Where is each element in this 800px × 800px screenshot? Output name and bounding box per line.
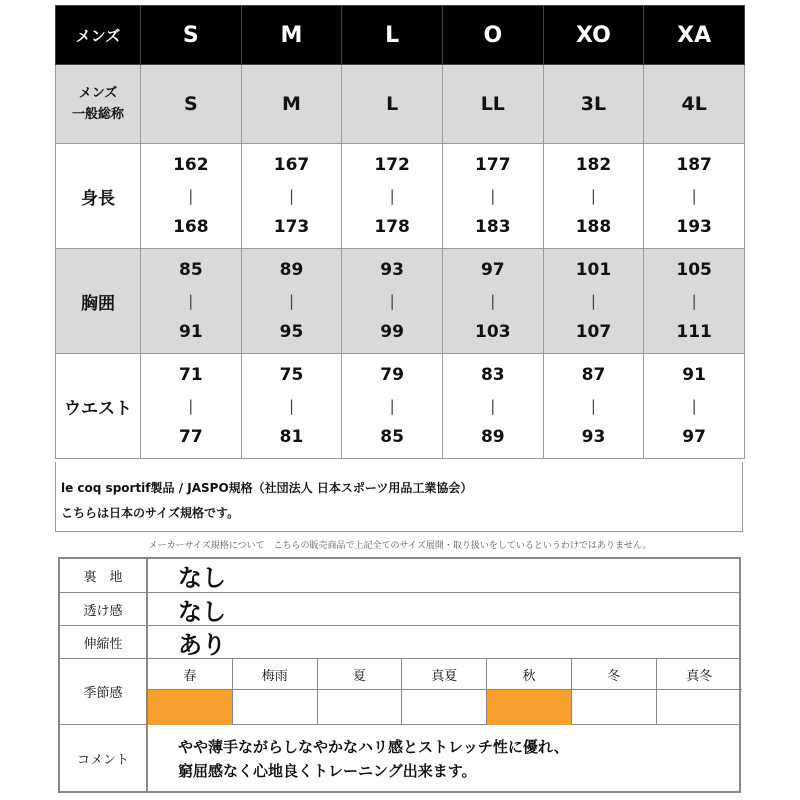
- general-size-cell: 4L: [644, 65, 745, 144]
- comment-line-1: やや薄手ながらしなやかなハリ感とストレッチ性に優れ、: [178, 738, 569, 756]
- measure-row-chest: [56, 249, 745, 354]
- measure-cell: [543, 249, 644, 354]
- season-label: 季節感: [60, 659, 148, 724]
- season-mark-off: [402, 690, 487, 725]
- measure-cell: [342, 249, 443, 354]
- season-name-cell: 夏: [318, 659, 403, 690]
- general-size-cell: S: [141, 65, 242, 144]
- range-max: 168: [173, 216, 209, 237]
- measure-row-waist: [56, 354, 745, 459]
- range-max: 173: [273, 216, 310, 237]
- measure-label-height: 身長: [56, 144, 141, 249]
- season-mark-off: [572, 690, 657, 725]
- measure-range: [242, 255, 342, 348]
- measure-cell: [442, 144, 543, 249]
- maker-size-note: メーカーサイズ規格について こちらの販売商品で上記全てのサイズ展開・取り扱いをしているというわけではありません。: [148, 541, 652, 551]
- measure-label-chest: 胸囲: [56, 249, 141, 354]
- range-max: 183: [475, 216, 511, 237]
- range-min: 87: [581, 364, 606, 385]
- size-chart-body: [56, 6, 745, 459]
- general-size-cell: L: [342, 65, 443, 144]
- range-min: 83: [480, 364, 505, 385]
- season-mark-on: [148, 690, 233, 725]
- range-separator: |: [590, 186, 596, 205]
- range-min: 71: [178, 364, 203, 385]
- sheer-value: なし: [178, 597, 226, 626]
- measure-range: [342, 255, 442, 348]
- measure-cell: [543, 354, 644, 459]
- measure-range: [544, 150, 644, 243]
- size-header-l: L: [342, 6, 443, 65]
- range-max: 111: [676, 321, 712, 342]
- measure-range: [544, 255, 644, 348]
- material-row-comment: [60, 725, 739, 791]
- measure-cell: [644, 249, 745, 354]
- size-header-xo: XO: [543, 6, 644, 65]
- range-max: 89: [480, 426, 505, 447]
- size-note-box: [55, 462, 743, 532]
- measure-range: [644, 360, 744, 453]
- range-max: 77: [178, 426, 203, 447]
- general-size-label: [56, 65, 141, 144]
- range-separator: |: [288, 396, 295, 415]
- measure-cell: [442, 249, 543, 354]
- measure-cell: [543, 144, 644, 249]
- measure-cell: [644, 144, 745, 249]
- size-header-row: [56, 6, 745, 65]
- range-min: 93: [380, 259, 404, 280]
- measure-range: [443, 360, 543, 453]
- range-separator: |: [691, 396, 697, 415]
- stretch-value: あり: [178, 630, 226, 659]
- measure-range: [544, 360, 644, 453]
- range-max: 178: [374, 216, 410, 237]
- range-max: 188: [575, 216, 612, 237]
- season-name-cell: 真冬: [657, 659, 742, 690]
- general-size-cell: LL: [442, 65, 543, 144]
- size-note-line-1: le coq sportif製品 / JASPO規格（社団法人 日本スポーツ用品工業協会）: [61, 481, 473, 495]
- measure-cell: [141, 144, 242, 249]
- measure-range: [443, 255, 543, 348]
- measure-cell: [342, 354, 443, 459]
- material-row-lining: [60, 559, 739, 593]
- range-separator: |: [691, 291, 697, 310]
- range-min: 167: [273, 154, 310, 175]
- measure-range: [242, 360, 342, 453]
- measure-range: [644, 255, 744, 348]
- season-name-cell: 冬: [572, 659, 657, 690]
- range-max: 85: [380, 426, 404, 447]
- size-header-s: S: [141, 6, 242, 65]
- range-separator: |: [691, 186, 697, 205]
- general-size-cell: 3L: [543, 65, 644, 144]
- range-min: 105: [676, 259, 712, 280]
- lining-value: なし: [178, 564, 226, 592]
- season-mark-on: [487, 690, 572, 725]
- range-max: 95: [279, 321, 304, 342]
- range-min: 97: [480, 259, 505, 280]
- range-separator: |: [490, 186, 496, 205]
- season-mark-off: [657, 690, 742, 725]
- comment-text: [178, 735, 569, 783]
- range-separator: |: [188, 396, 194, 415]
- range-max: 91: [178, 321, 203, 342]
- range-max: 81: [279, 426, 304, 447]
- general-size-label-line-1: メンズ: [78, 86, 118, 101]
- size-header-o: O: [442, 6, 543, 65]
- general-size-label-line-2: 一般総称: [71, 107, 124, 122]
- stretch-label: 伸縮性: [60, 626, 148, 658]
- measure-range: [342, 150, 442, 243]
- material-row-sheer: [60, 593, 739, 626]
- range-max: 99: [380, 321, 404, 342]
- measure-cell: [141, 354, 242, 459]
- measure-range: [342, 360, 442, 453]
- measure-cell: [342, 144, 443, 249]
- season-grid: [148, 659, 739, 724]
- range-min: 172: [374, 154, 410, 175]
- size-header-xa: XA: [644, 6, 745, 65]
- size-chart-table: [55, 5, 745, 459]
- range-min: 75: [279, 364, 304, 385]
- range-separator: |: [389, 396, 395, 415]
- measure-label-waist: ウエスト: [56, 354, 141, 459]
- lining-label: 裏 地: [60, 559, 148, 592]
- season-name-cell: 春: [148, 659, 233, 690]
- season-mark-off: [318, 690, 403, 725]
- size-note-line-2: こちらは日本のサイズ規格です。: [61, 506, 240, 520]
- range-min: 182: [575, 154, 612, 175]
- range-max: 103: [475, 321, 511, 342]
- range-separator: |: [590, 396, 596, 415]
- material-table: [58, 557, 741, 793]
- measure-cell: [241, 249, 342, 354]
- measure-range: [443, 150, 543, 243]
- comment-line-2: 窮屈感なく心地良くトレーニング出来ます。: [178, 762, 477, 780]
- measure-row-height: [56, 144, 745, 249]
- range-max: 97: [682, 426, 706, 447]
- range-min: 177: [475, 154, 511, 175]
- measure-cell: [141, 249, 242, 354]
- measure-range: [141, 255, 241, 348]
- range-separator: |: [288, 186, 295, 205]
- size-header-label: メンズ: [56, 6, 141, 65]
- measure-cell: [241, 354, 342, 459]
- material-row-season: [60, 659, 739, 725]
- range-max: 93: [581, 426, 606, 447]
- range-max: 107: [575, 321, 612, 342]
- range-max: 193: [676, 216, 712, 237]
- range-min: 85: [178, 259, 203, 280]
- measure-range: [644, 150, 744, 243]
- range-min: 79: [380, 364, 404, 385]
- season-name-cell: 真夏: [402, 659, 487, 690]
- measure-range: [141, 150, 241, 243]
- range-min: 187: [676, 154, 712, 175]
- measure-cell: [442, 354, 543, 459]
- season-name-cell: 秋: [487, 659, 572, 690]
- range-min: 162: [173, 154, 209, 175]
- range-separator: |: [389, 291, 395, 310]
- season-mark-off: [233, 690, 318, 725]
- range-separator: |: [490, 291, 496, 310]
- range-separator: |: [188, 186, 194, 205]
- range-min: 89: [279, 259, 304, 280]
- material-row-stretch: [60, 626, 739, 659]
- range-separator: |: [590, 291, 596, 310]
- size-header-m: M: [241, 6, 342, 65]
- general-size-cell: M: [241, 65, 342, 144]
- sheer-label: 透け感: [60, 593, 148, 625]
- range-separator: |: [389, 186, 395, 205]
- range-separator: |: [490, 396, 496, 415]
- range-min: 91: [682, 364, 706, 385]
- comment-label: コメント: [60, 725, 148, 791]
- season-name-cell: 梅雨: [233, 659, 318, 690]
- range-separator: |: [288, 291, 295, 310]
- measure-range: [242, 150, 342, 243]
- range-separator: |: [188, 291, 194, 310]
- general-size-row: [56, 65, 745, 144]
- measure-range: [141, 360, 241, 453]
- measure-cell: [644, 354, 745, 459]
- range-min: 101: [575, 259, 612, 280]
- measure-cell: [241, 144, 342, 249]
